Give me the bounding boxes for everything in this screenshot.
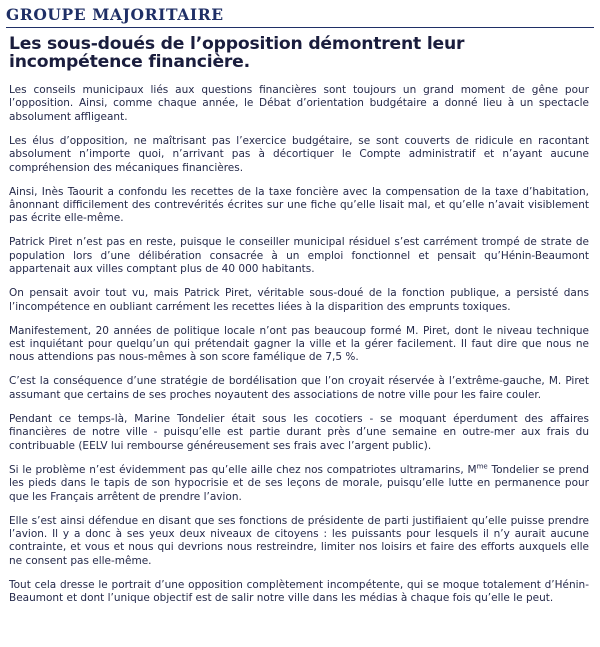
paragraph-7: C’est la conséquence d’une stratégie de bordélisation que l’on croyait réservée à l’extrême-gauche, M. Piret assumant que certains de ses proches noyautent des associations de notre ville pour les faire couler. <box>9 375 589 401</box>
paragraph-6: Manifestement, 20 années de politique locale n’ont pas beaucoup formé M. Piret, dont le niveau technique est inquiétant pour quelqu’un qui prétendait gagner la ville et la gérer facilement. Il faut dire que nous ne nous attendions pas nous-mêmes à son score famélique de 7,5 %. <box>9 324 589 364</box>
paragraph-1: Les conseils municipaux liés aux questions financières sont toujours un grand moment de gêne pour l’opposition. Ainsi, comme chaque année, le Débat d’orientation budgétaire a donné lieu à un spectacle absolument affligeant. <box>9 84 589 123</box>
paragraph-8: Pendant ce temps-là, Marine Tondelier était sous les cocotiers - se moquant éperdument des affaires financières de notre ville - puisqu’elle est partie durant près d’une semaine en outre-mer aux frais du contribuable (EELV lui rembourse généreusement ses frais avec l’argent public). <box>9 412 589 452</box>
rubric-divider <box>6 27 594 28</box>
paragraph-9-superscript: me <box>476 462 488 471</box>
article-body <box>9 84 589 616</box>
paragraph-9-end: Tondelier se prend les pieds dans le tapis de son hypocrisie et de ses leçons de morale, puisqu’elle lutte en permanence pour que les Français arrêtent de prendre l’avion. <box>9 463 589 503</box>
article-title: Les sous-doués de l’opposition démontrent leur incompétence financière. <box>9 34 465 72</box>
paragraph-9-start: Si le problème n’est évidemment pas qu’elle aille chez nos compatriotes ultramarins, M <box>9 463 477 476</box>
paragraph-10: Elle s’est ainsi défendue en disant que ses fonctions de présidente de parti justifiaient qu’elle puisse prendre l’avion. Il y a donc à ses yeux deux niveaux de citoyens : les puissants pour lesquels il n’y aurait aucune contrainte, et vous et nous qui devrions nous restreindre, limiter nos loisirs et faire des efforts auxquels elle ne consent pas elle-même. <box>9 514 589 567</box>
paragraph-5: On pensait avoir tout vu, mais Patrick Piret, véritable sous-doué de la fonction publique, a persisté dans l’incompétence en oubliant carrément les recettes liées à la disparition des emprunts toxiques. <box>9 287 589 313</box>
paragraph-2: Les élus d’opposition, ne maîtrisant pas l’exercice budgétaire, se sont couverts de ridicule en racontant absolument n’importe quoi, n’arrivant pas à décortiquer le Compte administratif et n’ayant aucune compréhension des mécaniques financières. <box>9 134 589 174</box>
paragraph-9 <box>9 464 589 504</box>
paragraph-3: Ainsi, Inès Taourit a confondu les recettes de la taxe foncière avec la compensation de la taxe d’habitation, ânonnant difficilement des contrevérités écrites sur une fiche qu’elle lisait mal, et qu’elle n’avait visiblement pas écrite elle-même. <box>9 185 589 225</box>
paragraph-4: Patrick Piret n’est pas en reste, puisque le conseiller municipal résiduel s’est carrément trompé de strate de population lors d’une délibération consacrée à un emploi fonctionnel et pensait qu’Hénin-Beaumont appartenait aux villes comptant plus de 40 000 habitants. <box>9 236 589 276</box>
paragraph-11: Tout cela dresse le portrait d’une opposition complètement incompétente, qui se moque totalement d’Hénin-Beaumont et dont l’unique objectif est de salir notre ville dans les médias à chaque fois qu’elle le peut. <box>9 578 589 605</box>
section-rubric: GROUPE MAJORITAIRE <box>6 5 224 24</box>
